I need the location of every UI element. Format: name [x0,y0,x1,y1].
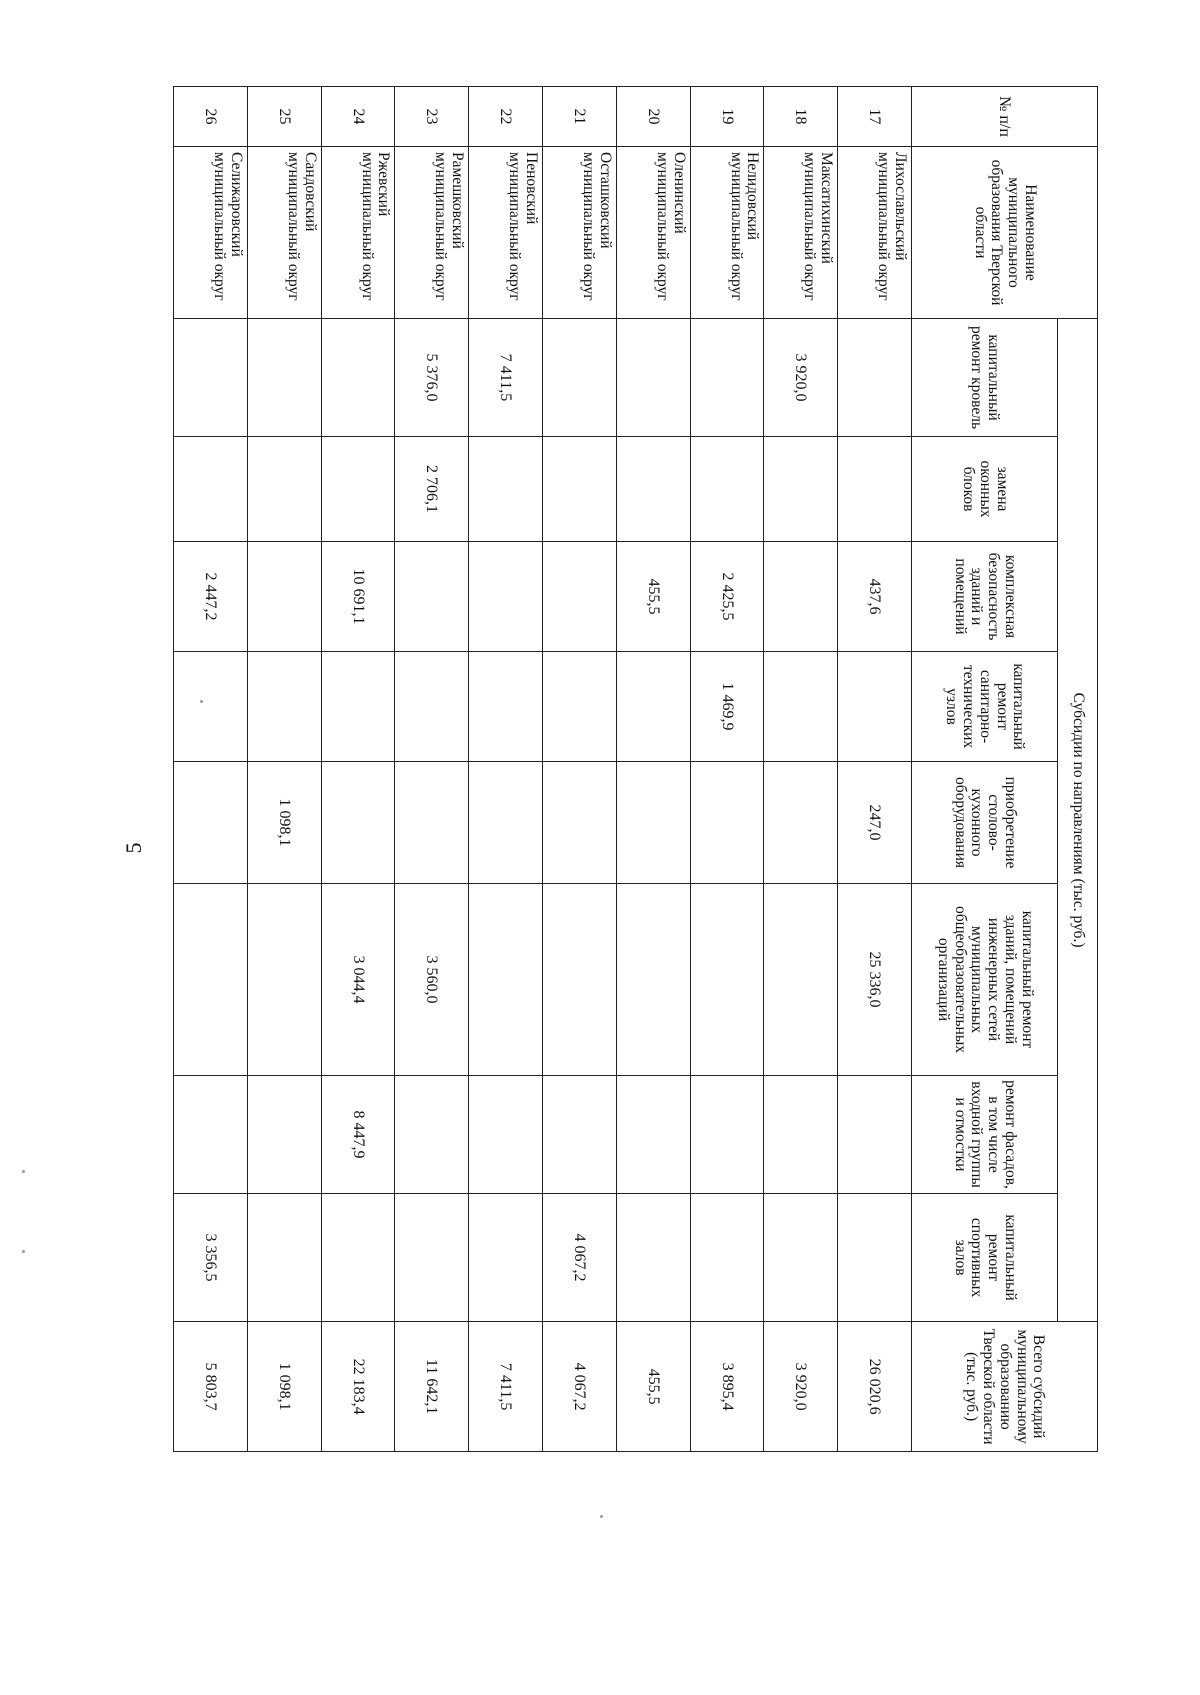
row-value-cell [321,652,395,762]
row-value-cell: 4 067,2 [543,1194,617,1322]
page-number: 5 [121,842,146,854]
row-value-cell: 25 336,0 [838,884,912,1076]
row-value-cell: 10 691,1 [321,542,395,652]
row-value-cell [543,762,617,884]
row-value-cell [321,437,395,542]
header-windows: замена оконных блоков [912,437,1058,542]
table-row [543,87,617,1452]
row-value-cell [247,542,321,652]
row-value-cell [174,762,248,884]
row-municipality-name: Рамешковский муниципальный округ [395,147,469,319]
row-index: 24 [321,87,395,147]
row-value-cell [174,1076,248,1194]
row-value-cell: 8 447,9 [321,1076,395,1194]
row-municipality-name: Сандовский муниципальный округ [247,147,321,319]
row-value-cell [469,542,543,652]
row-value-cell [616,1076,690,1194]
row-value-cell [764,437,838,542]
row-value-cell: 2 425,5 [690,542,764,652]
table-row [469,87,543,1452]
row-value-cell [174,884,248,1076]
row-value-cell [838,1076,912,1194]
row-value-cell [616,762,690,884]
row-value-cell [174,319,248,437]
row-value-cell: 2 706,1 [395,437,469,542]
row-value-cell [247,652,321,762]
row-value-cell [174,437,248,542]
row-value-cell [543,319,617,437]
header-buildings: капитальный ремонт зданий, помещений инженерных сетей муниципальных общеобразовательных организаций [912,884,1058,1076]
scan-speck [22,1250,25,1253]
row-index: 26 [174,87,248,147]
table-row [395,87,469,1452]
row-municipality-name: Лихославльский муниципальный округ [838,147,912,319]
row-value-cell [395,652,469,762]
row-value-cell [395,542,469,652]
row-municipality-name: Осташковский муниципальный округ [543,147,617,319]
row-value-cell: 2 447,2 [174,542,248,652]
row-value-cell [321,319,395,437]
row-value-cell: 437,6 [838,542,912,652]
row-value-cell [764,884,838,1076]
row-value-cell [838,319,912,437]
row-total: 3 895,4 [690,1322,764,1452]
row-value-cell [321,762,395,884]
row-total: 4 067,2 [543,1322,617,1452]
row-value-cell [838,1194,912,1322]
row-value-cell [616,884,690,1076]
row-value-cell [321,1194,395,1322]
header-name: Наименование муниципального образования Тверской области [912,147,1098,319]
row-value-cell: 7 411,5 [469,319,543,437]
row-value-cell [690,437,764,542]
row-value-cell: 247,0 [838,762,912,884]
table-row [690,87,764,1452]
row-value-cell [616,1194,690,1322]
row-value-cell: 1 469,9 [690,652,764,762]
row-value-cell [247,884,321,1076]
row-value-cell [764,1194,838,1322]
header-gyms: капитальный ремонт спортивных залов [912,1194,1058,1322]
row-value-cell [838,437,912,542]
header-group: Субсидии по направлениям (тыс. руб.) [1058,319,1098,1322]
row-value-cell [764,652,838,762]
row-value-cell [469,762,543,884]
row-total: 5 803,7 [174,1322,248,1452]
row-value-cell [469,652,543,762]
row-value-cell [764,762,838,884]
header-sanitary: капитальный ремонт санитарно-технических узлов [912,652,1058,762]
row-value-cell [764,1076,838,1194]
row-municipality-name: Пеновский муниципальный округ [469,147,543,319]
row-value-cell: 3 560,0 [395,884,469,1076]
row-value-cell: 1 098,1 [247,762,321,884]
row-municipality-name: Оленинский муниципальный округ [616,147,690,319]
row-value-cell [616,652,690,762]
row-value-cell [543,884,617,1076]
row-index: 18 [764,87,838,147]
row-value-cell [247,319,321,437]
table-row [764,87,838,1452]
row-value-cell: 3 044,4 [321,884,395,1076]
row-value-cell [543,1076,617,1194]
table-row [247,87,321,1452]
row-value-cell [469,437,543,542]
row-value-cell [247,1194,321,1322]
row-index: 22 [469,87,543,147]
table-row [838,87,912,1452]
row-index: 25 [247,87,321,147]
row-municipality-name: Максатихинский муниципальный округ [764,147,838,319]
row-value-cell [469,1194,543,1322]
row-municipality-name: Ржевский муниципальный округ [321,147,395,319]
row-value-cell [543,542,617,652]
scan-speck [22,1170,25,1173]
row-index: 20 [616,87,690,147]
row-value-cell [395,762,469,884]
scan-speck [600,1515,603,1518]
row-total: 1 098,1 [247,1322,321,1452]
row-total: 7 411,5 [469,1322,543,1452]
header-roof: капитальный ремонт кровель [912,319,1058,437]
row-value-cell [690,319,764,437]
row-value-cell [838,652,912,762]
row-total: 22 183,4 [321,1322,395,1452]
row-value-cell [395,1076,469,1194]
row-value-cell [174,652,248,762]
row-index: 21 [543,87,617,147]
row-total: 26 020,6 [838,1322,912,1452]
row-value-cell [690,1076,764,1194]
subsidy-table [173,86,1098,1452]
table-row [616,87,690,1452]
row-value-cell [616,319,690,437]
row-value-cell [543,652,617,762]
row-value-cell [616,437,690,542]
row-municipality-name: Нелидовский муниципальный округ [690,147,764,319]
row-total: 3 920,0 [764,1322,838,1452]
row-value-cell: 5 376,0 [395,319,469,437]
row-total: 455,5 [616,1322,690,1452]
header-index: № п/п [912,87,1098,147]
row-value-cell [247,1076,321,1194]
row-value-cell [690,884,764,1076]
table-row [174,87,248,1452]
row-value-cell [469,1076,543,1194]
row-value-cell [469,884,543,1076]
row-total: 11 642,1 [395,1322,469,1452]
row-municipality-name: Селижаровский муниципальный округ [174,147,248,319]
row-value-cell [247,437,321,542]
row-index: 23 [395,87,469,147]
row-value-cell [764,542,838,652]
row-value-cell [543,437,617,542]
row-index: 17 [838,87,912,147]
header-safety: комплексная безопасность зданий и помещений [912,542,1058,652]
row-value-cell: 3 920,0 [764,319,838,437]
header-kitchen: приобретение столово-кухонного оборудования [912,762,1058,884]
row-value-cell [690,1194,764,1322]
row-value-cell [395,1194,469,1322]
header-total: Всего субсидий муниципальному образованию Тверской области (тыс. руб.) [912,1322,1098,1452]
header-facades: ремонт фасадов, в том числе входной группы и отмостки [912,1076,1058,1194]
row-value-cell: 455,5 [616,542,690,652]
row-index: 19 [690,87,764,147]
table-row [321,87,395,1452]
row-value-cell [690,762,764,884]
rotated-table-container [173,86,1098,1445]
row-value-cell: 3 356,5 [174,1194,248,1322]
